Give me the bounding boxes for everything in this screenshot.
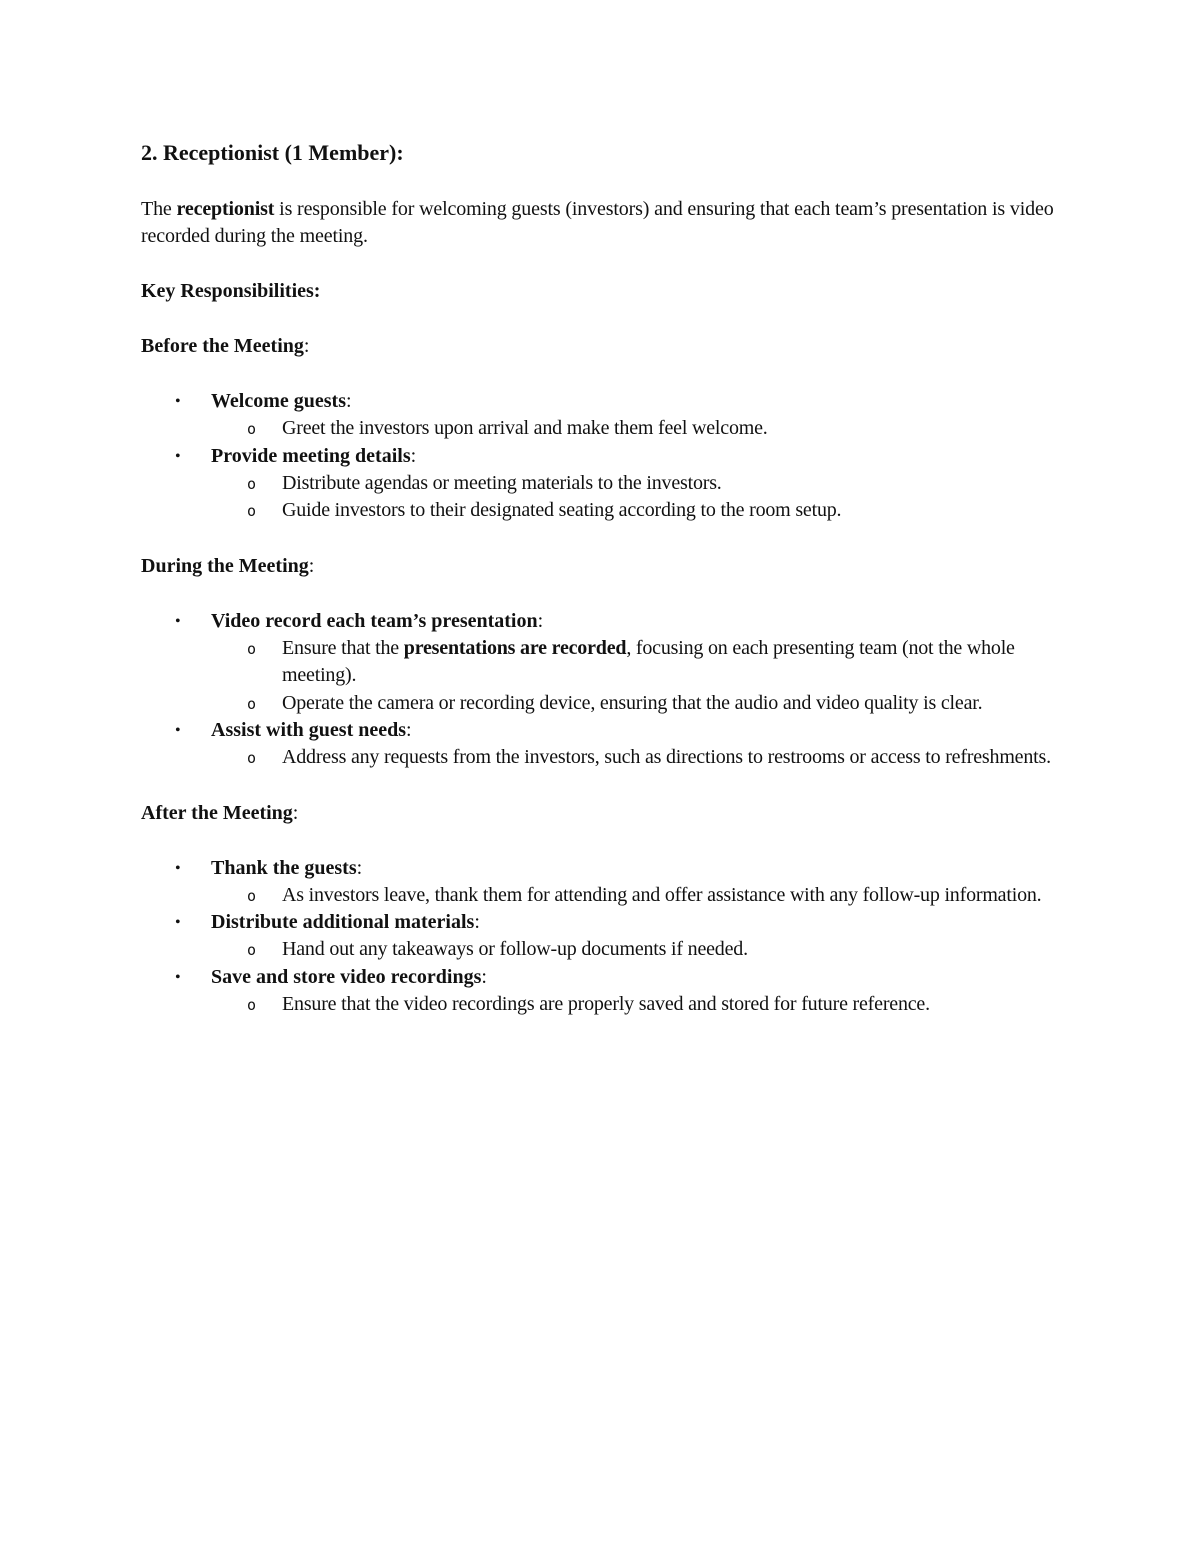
bullet-label: Save and store video recordings bbox=[211, 965, 482, 988]
bullet-item: • Video record each team’s presentation: o Ensure that the presentations are recorded, focusing on each presenting team (not the whole meeting). o Operate the camera or recording device, ensuring that the audio and video quality is clear. bbox=[141, 608, 1071, 718]
section-title-during-text: During the Meeting bbox=[141, 554, 309, 577]
bullet-label: Video record each team’s presentation bbox=[211, 609, 538, 632]
sub-item-text-prefix: Ensure that the bbox=[282, 636, 404, 659]
sub-glyph: o bbox=[247, 941, 256, 960]
sub-item bbox=[211, 690, 1071, 718]
sub-list bbox=[211, 470, 1071, 525]
intro-prefix: The bbox=[141, 198, 177, 221]
bullet-glyph: • bbox=[175, 447, 181, 465]
bullet-label: Assist with guest needs bbox=[211, 719, 407, 742]
section-title-after-text: After the Meeting bbox=[141, 801, 293, 824]
document-page bbox=[141, 140, 1071, 1046]
sub-list bbox=[211, 415, 1071, 443]
sub-item bbox=[211, 882, 1071, 910]
sub-list bbox=[211, 635, 1071, 718]
sub-item-text: Address any requests from the investors, such as directions to restrooms or access to refreshments. bbox=[282, 746, 1051, 769]
section-title-after: After the Meeting: bbox=[141, 801, 299, 824]
sub-item bbox=[211, 470, 1071, 498]
sub-item bbox=[211, 936, 1071, 964]
sub-item bbox=[211, 635, 1071, 690]
sub-list bbox=[211, 744, 1071, 772]
bullet-list-after bbox=[141, 855, 1071, 1019]
sub-item bbox=[211, 744, 1071, 772]
sub-glyph: o bbox=[247, 694, 256, 713]
bullet-item: • Welcome guests: o Greet the investors upon arrival and make them feel welcome. bbox=[141, 388, 1071, 443]
bullet-item: • Distribute additional materials: o Hand out any takeaways or follow-up documents if needed. bbox=[141, 909, 1071, 964]
bullet-glyph: • bbox=[175, 968, 181, 986]
sub-glyph: o bbox=[247, 749, 256, 768]
sub-list bbox=[211, 882, 1071, 910]
section-during-meeting bbox=[141, 553, 1071, 772]
sub-item bbox=[211, 497, 1071, 525]
sub-glyph: o bbox=[247, 639, 256, 658]
sub-item-text: Ensure that the video recordings are properly saved and stored for future reference. bbox=[282, 992, 930, 1015]
page-title: 2. Receptionist (1 Member): bbox=[141, 140, 404, 165]
bullet-glyph: • bbox=[175, 612, 181, 630]
section-before-meeting bbox=[141, 333, 1071, 525]
section-after-meeting bbox=[141, 800, 1071, 1019]
bullet-glyph: • bbox=[175, 722, 181, 740]
sub-item-text-bold: presentations are recorded bbox=[403, 636, 627, 659]
sub-item-text: Operate the camera or recording device, ensuring that the audio and video quality is clear. bbox=[282, 691, 983, 714]
section-title-before-text: Before the Meeting bbox=[141, 335, 304, 358]
sub-list bbox=[211, 991, 1071, 1019]
bullet-label: Provide meeting details bbox=[211, 444, 411, 467]
bullet-item: • Thank the guests: o As investors leave, thank them for attending and offer assistance with any follow-up information. bbox=[141, 855, 1071, 910]
intro-bold-term: receptionist bbox=[176, 198, 275, 221]
sub-item-text-suffix: , focusing on each presenting team (not the whole meeting). bbox=[282, 636, 1015, 687]
sub-glyph: o bbox=[247, 886, 256, 905]
bullet-item: • Save and store video recordings: o Ensure that the video recordings are properly saved and stored for future reference. bbox=[141, 964, 1071, 1019]
section-title-during: During the Meeting: bbox=[141, 554, 315, 577]
sub-item-text: Hand out any takeaways or follow-up documents if needed. bbox=[282, 938, 748, 961]
sub-glyph: o bbox=[247, 474, 256, 493]
intro-suffix: is responsible for welcoming guests (investors) and ensuring that each team’s presentation is video recorded during the meeting. bbox=[141, 198, 1054, 248]
sub-glyph: o bbox=[247, 995, 256, 1014]
bullet-label: Welcome guests bbox=[211, 390, 346, 413]
key-responsibilities-title: Key Responsibilities: bbox=[141, 280, 321, 303]
sub-list bbox=[211, 936, 1071, 964]
bullet-item: • Assist with guest needs: o Address any requests from the investors, such as directions to restrooms or access to refreshments. bbox=[141, 717, 1071, 772]
sub-glyph: o bbox=[247, 420, 256, 439]
sub-item-text: Guide investors to their designated seating according to the room setup. bbox=[282, 499, 842, 522]
sub-item-text: Distribute agendas or meeting materials to the investors. bbox=[282, 471, 722, 494]
bullet-list-before bbox=[141, 388, 1071, 525]
sub-glyph: o bbox=[247, 502, 256, 521]
sub-item-text: As investors leave, thank them for attending and offer assistance with any follow-up information. bbox=[282, 883, 1042, 906]
bullet-label: Thank the guests bbox=[211, 856, 357, 879]
sub-item bbox=[211, 991, 1071, 1019]
sub-item-text: Greet the investors upon arrival and make them feel welcome. bbox=[282, 417, 768, 440]
bullet-glyph: • bbox=[175, 393, 181, 411]
bullet-glyph: • bbox=[175, 859, 181, 877]
sub-item bbox=[211, 415, 1071, 443]
bullet-label: Distribute additional materials bbox=[211, 911, 475, 934]
bullet-glyph: • bbox=[175, 914, 181, 932]
intro-paragraph bbox=[141, 196, 1071, 250]
bullet-item: • Provide meeting details: o Distribute agendas or meeting materials to the investors. o Guide investors to their designated seating according to the room setup. bbox=[141, 443, 1071, 525]
bullet-list-during bbox=[141, 608, 1071, 772]
section-title-before: Before the Meeting: bbox=[141, 335, 310, 358]
